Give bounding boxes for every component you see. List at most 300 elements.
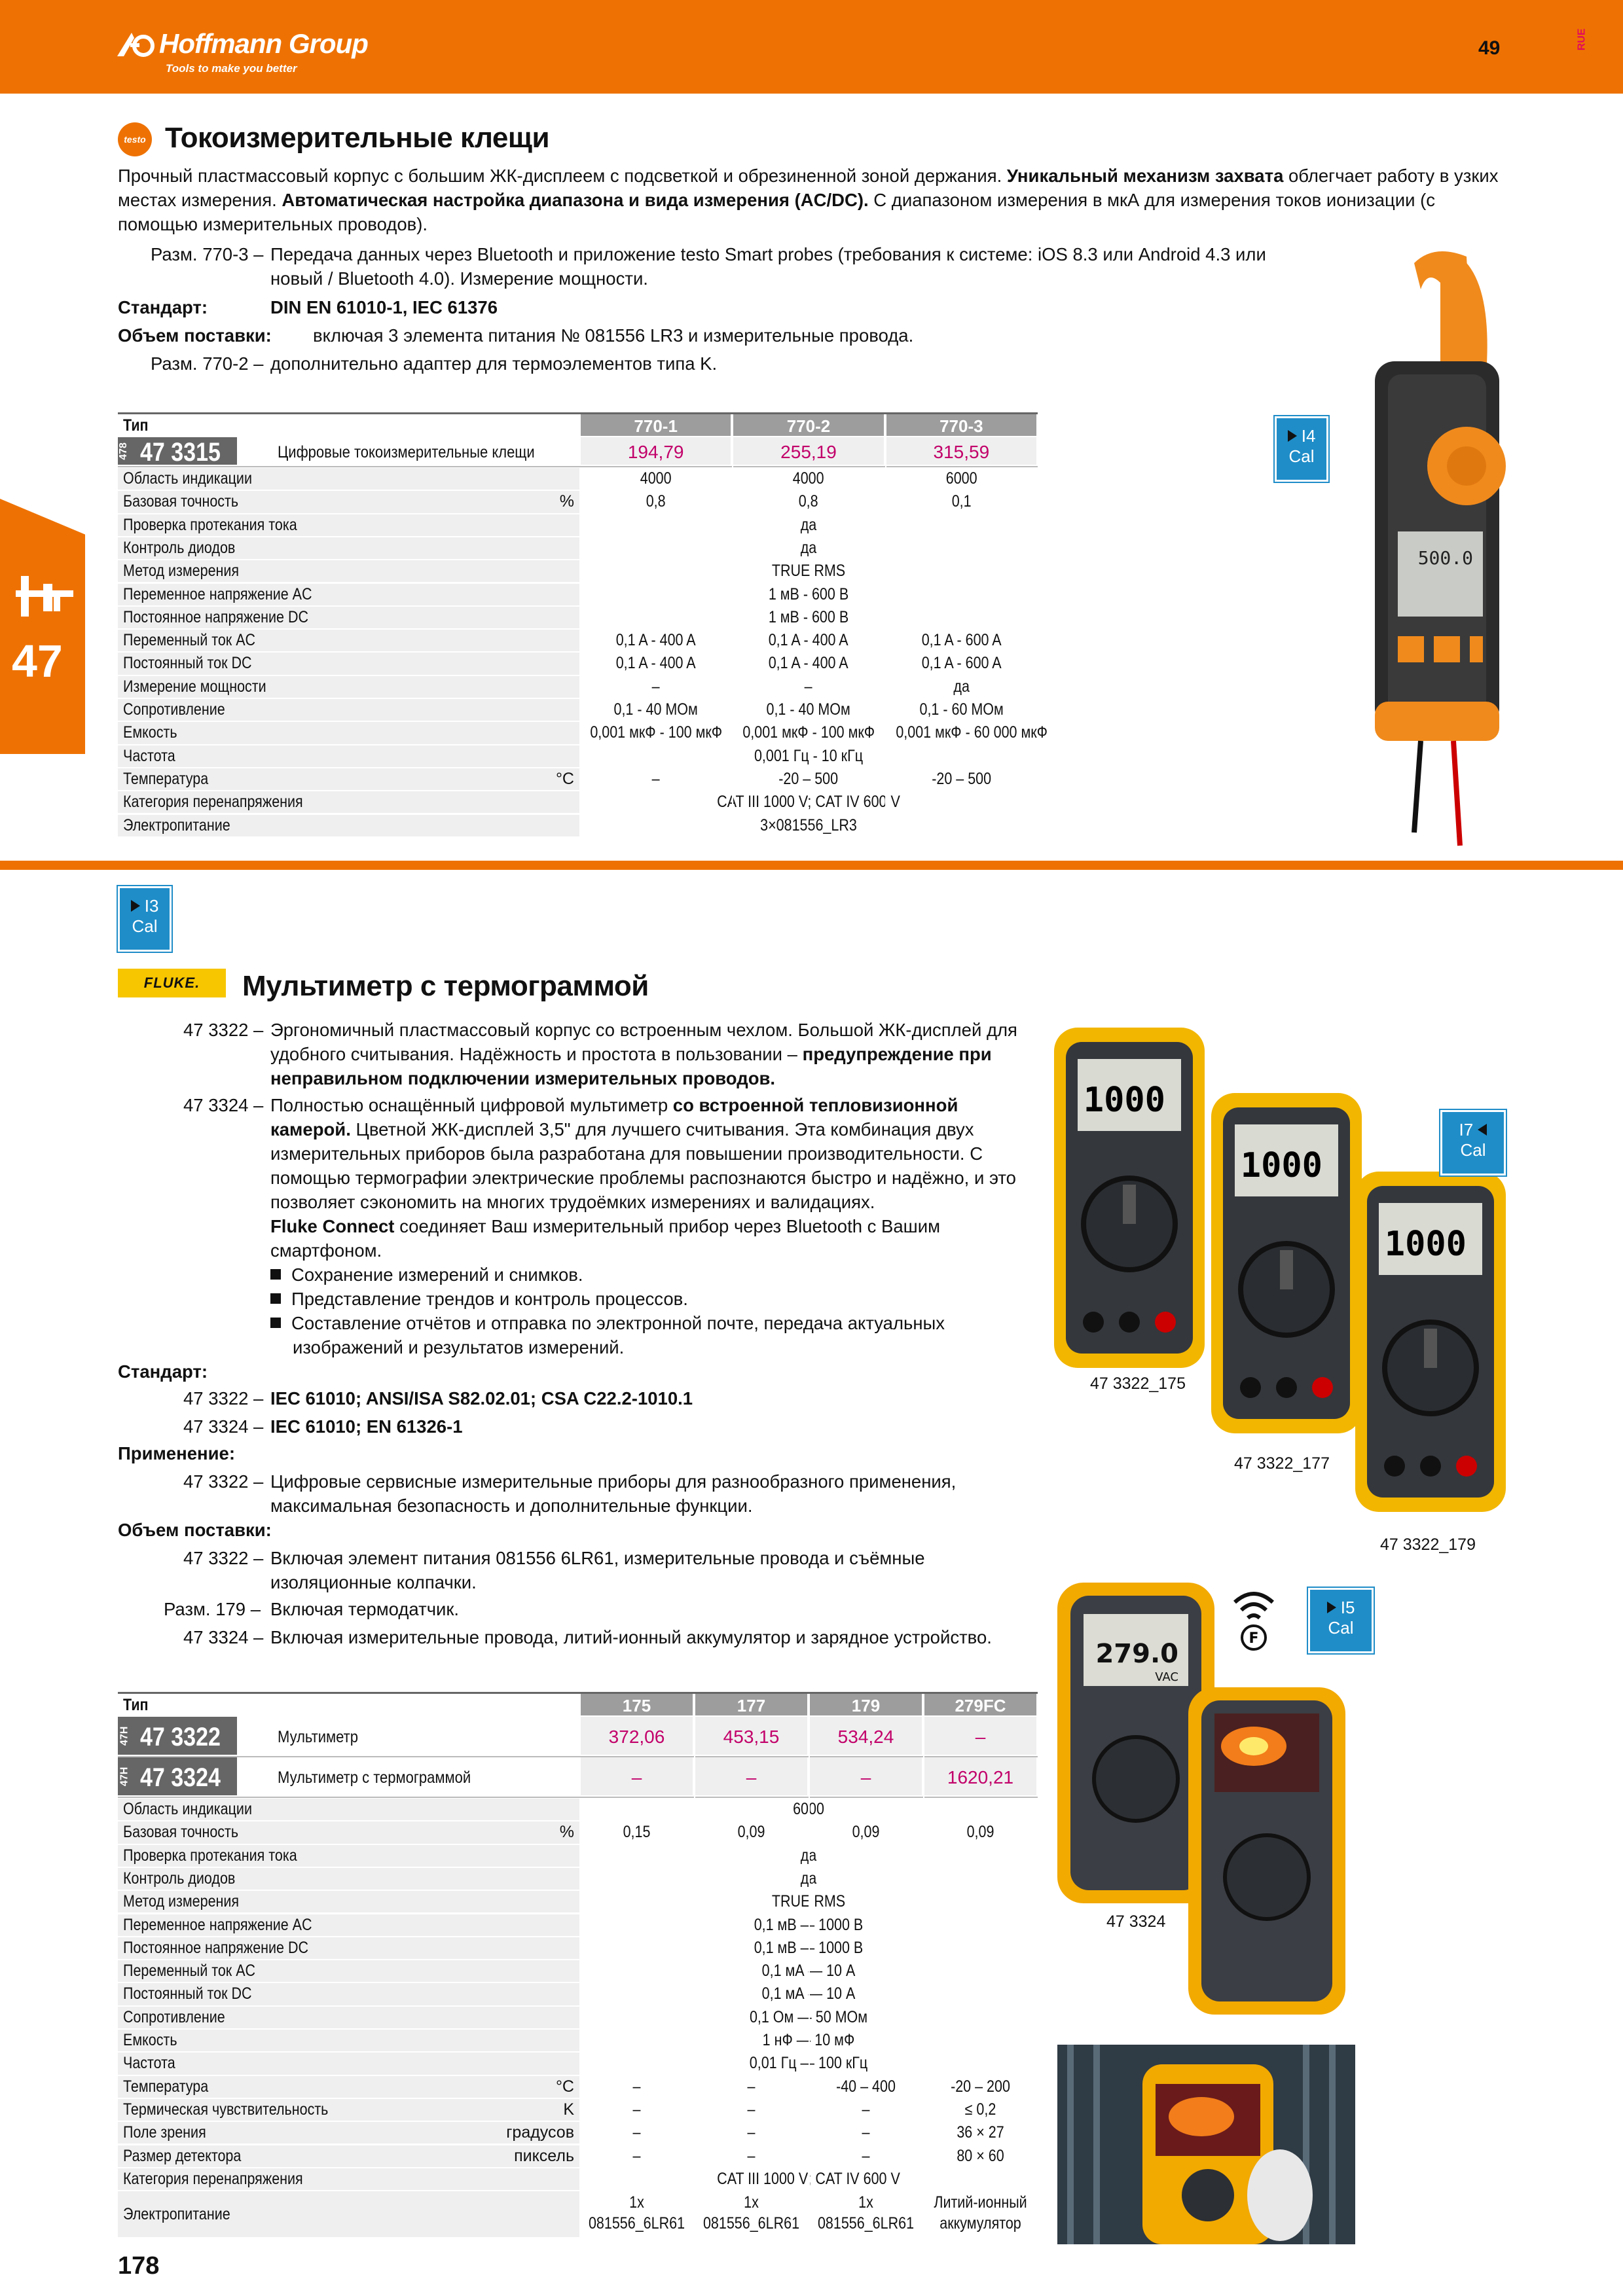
cell-value: 0,1 - 40 МОм <box>766 700 851 719</box>
article-number-box <box>118 1757 237 1795</box>
app-line: Цифровые сервисные измерительные приборы для разнообразного применения, <box>270 1471 957 1492</box>
text-run: соединяет Ваш измерительный прибор через Bluetooth с Вашим <box>394 1216 940 1236</box>
table-row <box>118 2098 1038 2121</box>
article-number: 47 3315 <box>140 438 221 467</box>
cell-value: -20 – 500 <box>931 769 991 788</box>
table-row <box>118 1844 1038 1867</box>
section-title-multimeter: Мультиметр с термограммой <box>242 970 649 1002</box>
price: – <box>631 1767 642 1787</box>
fluke-logo: FLUKE. <box>118 969 226 997</box>
chapter-tab <box>0 499 85 754</box>
row-label: Категория перенапряжения <box>123 2169 303 2188</box>
span-value: TRUE RMS <box>771 562 846 581</box>
text-run: Прочный пластмассовый корпус с большим ЖК-дисплеем с подсветкой и обрезиненной зоной держания. <box>118 166 1007 186</box>
table-row <box>118 1914 1038 1937</box>
scope1-line: изоляционные колпачки. <box>270 1572 477 1592</box>
cell-value: 0,001 мкФ - 100 мкФ <box>590 723 723 742</box>
bullet-square-icon <box>270 1318 281 1328</box>
text-run: Полностью оснащённый цифровой мультиметр <box>270 1095 673 1115</box>
row-unit: % <box>559 1823 574 1842</box>
column-header: 770-2 <box>733 414 883 436</box>
row-label: Поле зрения <box>123 2123 206 2142</box>
hoffmann-logo-icon <box>115 26 159 59</box>
testo-logo: testo <box>118 122 152 156</box>
text-run: Уникальный механизм захвата <box>1006 166 1284 186</box>
table-row <box>118 2006 1038 2029</box>
cell-value: – <box>862 2146 870 2165</box>
column-separator <box>732 437 733 837</box>
badge-label: Cal <box>1328 1618 1354 1638</box>
span-value: 6000 <box>793 1800 824 1818</box>
price: 194,79 <box>627 442 684 462</box>
span-value: да <box>800 538 817 557</box>
badge-label: Cal <box>1460 1140 1486 1160</box>
text-run: предупреждение при <box>802 1044 992 1064</box>
span-value: да <box>800 1846 817 1865</box>
row-label: Электропитание <box>123 816 230 834</box>
table-row <box>118 675 1038 698</box>
app-prefix: 47 3322 – <box>183 1471 264 1492</box>
meter-279-display: 279.0 <box>1095 1639 1178 1669</box>
badge-code: I5 <box>1340 1598 1355 1617</box>
language-code: RUE <box>1576 28 1588 51</box>
row-label: Термическая чувствительность <box>123 2100 329 2119</box>
std2-prefix: 47 3324 – <box>183 1416 264 1437</box>
cell-value: – <box>862 2123 870 2142</box>
table-row <box>118 698 1038 721</box>
bullet-square-icon <box>270 1293 281 1304</box>
caliper-icon <box>13 571 76 620</box>
table-row <box>118 537 1038 560</box>
power-value: аккумулятор <box>939 2214 1021 2233</box>
cell-value: – <box>747 2077 756 2096</box>
p2-line <box>270 1117 974 1141</box>
span-value: да <box>800 515 817 534</box>
span-value: 0,01 Гц — 100 кГц <box>749 2054 868 2073</box>
cell-value: – <box>862 2100 870 2119</box>
cal-badge-i7[interactable] <box>1440 1110 1506 1175</box>
article-prefix: 47H <box>119 1726 130 1746</box>
p2-line <box>270 1238 382 1263</box>
caption-175: 47 3322_175 <box>1090 1374 1186 1393</box>
row-unit: пиксель <box>514 2146 574 2165</box>
row-unit: K <box>563 2100 574 2119</box>
table-row <box>118 467 1038 490</box>
scope-label: Объем поставки: <box>118 1520 272 1540</box>
cal-badge-i3[interactable] <box>118 886 172 952</box>
clamp-meter-image <box>1362 243 1519 859</box>
standard-label: Стандарт: <box>118 1361 208 1382</box>
meter-display-value: 1000 <box>1240 1146 1322 1185</box>
row-label: Емкость <box>123 723 177 742</box>
svg-text:F: F <box>1249 1630 1259 1647</box>
row-unit: °C <box>555 2077 574 2096</box>
table-row <box>118 1982 1038 2005</box>
std2-value: IEC 61010; EN 61326-1 <box>270 1416 463 1437</box>
text-run: камерой. <box>270 1119 351 1139</box>
power-value: 1x <box>744 2193 759 2212</box>
cal-badge-i4[interactable] <box>1275 416 1328 482</box>
cell-value: 0,1 A - 400 A <box>615 631 696 650</box>
cell-value: -20 – 500 <box>778 769 839 788</box>
cell-value: – <box>632 2100 641 2119</box>
cell-value: 0,8 <box>646 492 666 511</box>
article-number-box <box>118 1717 237 1755</box>
article-number-box <box>118 437 237 465</box>
table-row <box>118 745 1038 768</box>
table-row <box>118 2029 1038 2052</box>
span-value: 0,1 Ом — 50 МОм <box>749 2007 868 2026</box>
caption-279fc: 47 3324 <box>1106 1912 1166 1931</box>
cell-value: 80 × 60 <box>957 2146 1004 2165</box>
application-label: Применение: <box>118 1443 235 1463</box>
article-name: Цифровые токоизмерительные клещи <box>278 443 535 461</box>
cell-value: – <box>805 677 812 696</box>
price: 453,15 <box>723 1727 780 1747</box>
cell-value: 0,1 A - 600 A <box>921 631 1002 650</box>
size-770-3-prefix: Разм. 770-3 – <box>151 244 264 264</box>
table-row <box>118 1890 1038 1913</box>
text-run: измерительных приборов была разработана для повышении производительности. С <box>270 1143 983 1164</box>
article-prefix: 47H <box>119 1767 130 1787</box>
text-run: позволяет сэкономить на многих трудоёмких измерениях и валидациях. <box>270 1192 875 1212</box>
bullet-square-icon <box>270 1269 281 1280</box>
row-unit: °C <box>555 769 574 788</box>
scope-label: Объем поставки: <box>118 325 272 346</box>
page-number-top: 49 <box>1478 37 1501 59</box>
span-value: 1 мВ - 600 В <box>768 584 849 603</box>
fluke-meter-1 <box>1211 1093 1362 1433</box>
scope2-prefix: Разм. 179 – <box>164 1599 261 1619</box>
cell-value: -20 – 200 <box>951 2077 1010 2096</box>
row-unit: % <box>559 492 574 511</box>
p2-line <box>270 1190 875 1214</box>
text-run: С диапазоном измерения в мкА для измерения токов ионизации (с помощью измерительных проводов). <box>118 190 1436 234</box>
p2-line <box>270 1141 983 1166</box>
clamp-display-value: 500.0 <box>1417 547 1473 569</box>
section-divider <box>0 861 1623 870</box>
text-run: Автоматическая настройка диапазона и вида измерения (AC/DC). <box>282 190 869 210</box>
row-label: Сопротивление <box>123 2007 225 2026</box>
article-number: 47 3322 <box>140 1723 221 1751</box>
standard-value: DIN EN 61010-1, IEC 61376 <box>270 297 498 317</box>
span-value: 0,1 мВ — 1000 В <box>754 1915 864 1934</box>
column-header: 770-1 <box>581 414 731 436</box>
column-header: 179 <box>810 1694 922 1715</box>
cell-value: ≤ 0,2 <box>964 2100 996 2119</box>
column-header: 770-3 <box>886 414 1036 436</box>
row-label: Контроль диодов <box>123 538 236 557</box>
std1-value: IEC 61010; ANSI/ISA S82.02.01; CSA C22.2-1010.1 <box>270 1388 693 1408</box>
cell-value: – <box>747 2123 756 2142</box>
row-label: Базовая точность <box>123 492 239 511</box>
cell-value: 0,09 <box>852 1823 880 1842</box>
badge-label: Cal <box>1288 446 1315 467</box>
row-label: Постоянное напряжение DC <box>123 1938 309 1957</box>
price: 255,19 <box>780 442 837 462</box>
text-run: со встроенной тепловизионной <box>672 1095 958 1115</box>
badge-label: Cal <box>132 916 158 937</box>
std1-prefix: 47 3322 – <box>183 1388 264 1408</box>
scope3-value: Включая измерительные провода, литий-ионный аккумулятор и зарядное устройство. <box>270 1627 992 1647</box>
cell-value: – <box>632 2123 641 2142</box>
chapter-number: 47 <box>12 636 63 687</box>
span-value: TRUE RMS <box>771 1892 846 1911</box>
scope1-line: Включая элемент питания 081556 6LR61, измерительные провода и съёмные <box>270 1548 925 1568</box>
span-value: 0,1 мА — 10 А <box>761 1962 856 1981</box>
table-row <box>118 606 1038 629</box>
row-label: Постоянное напряжение DC <box>123 607 309 626</box>
cell-value: – <box>632 2077 641 2096</box>
size-770-3-line1: Передача данных через Bluetooth и приложение testo Smart probes (требования к системе: iOS 8.3 или Android 4.3 или <box>270 244 1266 264</box>
span-value: CAT III 1000 V; CAT IV 600 V <box>717 793 900 812</box>
cell-value: – <box>747 2146 756 2165</box>
table-row <box>118 1937 1038 1960</box>
type-label: Тип <box>123 416 149 435</box>
table-header-row <box>118 1692 1038 1715</box>
row-label: Постоянный ток DC <box>123 1984 252 2003</box>
p2-prefix: 47 3324 – <box>183 1095 264 1115</box>
power-value: 1x <box>858 2193 873 2212</box>
p2-line <box>270 1214 940 1238</box>
table-row <box>118 2145 1038 2168</box>
cell-value: – <box>651 677 660 696</box>
cell-value: 0,8 <box>799 492 818 511</box>
cell-value: -40 – 400 <box>836 2077 896 2096</box>
span-value: 1 нФ — 10 мФ <box>762 2031 855 2049</box>
row-label: Область индикации <box>123 1800 252 1818</box>
power-value: Литий-ионный <box>934 2193 1027 2212</box>
table-row <box>118 791 1038 814</box>
cell-value: 0,1 - 60 МОм <box>919 700 1004 719</box>
cell-value: 0,1 A - 400 A <box>615 654 696 673</box>
text-run: облегчает работу в узких местах измерения. <box>118 166 1499 210</box>
column-header: 279FC <box>924 1694 1036 1715</box>
cell-value: 4000 <box>793 469 824 488</box>
row-label: Электропитание <box>123 2205 230 2224</box>
bullet-item <box>270 1311 945 1335</box>
span-value: 3×081556_LR3 <box>760 816 857 834</box>
power-value: 1x <box>629 2193 644 2212</box>
text-run: Эргономичный пластмассовый корпус со встроенным чехлом. Большой ЖК-дисплей для <box>270 1020 1017 1040</box>
table-row <box>118 652 1038 675</box>
cell-value: 0,09 <box>966 1823 994 1842</box>
scope-value: включая 3 элемента питания № 081556 LR3 и измерительные провода. <box>313 325 914 346</box>
row-label: Температура <box>123 2077 209 2096</box>
text-run: Цветной ЖК-дисплей 3,5" для лучшего считывания. Эта комбинация двух <box>350 1119 974 1139</box>
p1-line <box>270 1042 992 1066</box>
row-label: Переменный ток AC <box>123 631 256 650</box>
size-770-3-line2: новый / Bluetooth 4.0). Измерение мощности. <box>270 268 648 289</box>
meter-display-value: 1000 <box>1083 1081 1165 1120</box>
cell-value: 0,1 A - 400 A <box>769 631 848 650</box>
text-run: неправильном подключении измерительных проводов. <box>270 1068 776 1088</box>
scope3-prefix: 47 3324 – <box>183 1627 264 1647</box>
table-row <box>118 1821 1038 1844</box>
fluke-meter-0 <box>1054 1028 1205 1368</box>
table-row <box>118 814 1038 837</box>
row-label: Категория перенапряжения <box>123 793 303 812</box>
price: – <box>975 1727 986 1747</box>
article-prefix: 478 <box>117 442 129 460</box>
cell-value: 0,1 - 40 МОм <box>613 700 698 719</box>
table-row <box>118 768 1038 791</box>
badge-code: I7 <box>1459 1120 1474 1139</box>
row-label: Размер детектора <box>123 2146 242 2165</box>
scope2-value: Включая термодатчик. <box>270 1599 460 1619</box>
span-value: да <box>800 1869 817 1888</box>
row-label: Контроль диодов <box>123 1869 236 1888</box>
row-label: Метод измерения <box>123 1892 240 1911</box>
power-value: 081556_6LR61 <box>817 2214 915 2233</box>
cell-value: – <box>651 769 660 788</box>
price: – <box>860 1767 871 1787</box>
row-label: Метод измерения <box>123 562 240 581</box>
column-separator <box>809 1717 810 2238</box>
table-row <box>118 721 1048 744</box>
span-value: CAT III 1000 V; CAT IV 600 V <box>717 2169 900 2188</box>
triangle-right-icon <box>1288 430 1297 442</box>
span-value: 0,1 мВ — 1000 В <box>754 1938 864 1957</box>
standard-label: Стандарт: <box>118 297 208 317</box>
table-row <box>118 629 1038 652</box>
column-separator <box>923 1717 924 2238</box>
row-label: Измерение мощности <box>123 677 266 696</box>
badge-code: I4 <box>1301 426 1316 446</box>
cell-value: 36 × 27 <box>957 2123 1004 2142</box>
row-label: Сопротивление <box>123 700 225 719</box>
row-label: Переменное напряжение AC <box>123 584 312 603</box>
bullet-item <box>270 1287 688 1311</box>
size-770-2-prefix: Разм. 770-2 – <box>151 353 264 374</box>
meter-display-value: 1000 <box>1384 1225 1467 1264</box>
table-row <box>118 1960 1038 1982</box>
cell-value: 6000 <box>945 469 977 488</box>
caption-179: 47 3322_179 <box>1380 1535 1476 1554</box>
caption-177: 47 3322_177 <box>1234 1454 1330 1473</box>
table-row <box>118 1798 1038 1821</box>
section-title-clamp: Токоизмерительные клещи <box>165 122 550 154</box>
cell-value: 0,1 A - 400 A <box>769 654 848 673</box>
row-label: Частота <box>123 2054 175 2073</box>
bullet-text: Представление трендов и контроль процессов. <box>291 1289 688 1309</box>
table-row <box>118 2052 1038 2075</box>
span-value: 0,001 Гц - 10 кГц <box>754 746 864 765</box>
table-header-row <box>118 412 1038 436</box>
table-row <box>118 2121 1038 2144</box>
bullet-item <box>270 1263 583 1287</box>
table-row <box>118 490 1038 513</box>
badge-code: I3 <box>144 896 159 916</box>
table-row <box>118 2075 1038 2098</box>
cell-value: – <box>632 2146 641 2165</box>
cell-value: 0,001 мкФ - 100 мкФ <box>742 723 875 742</box>
size-770-2-text: дополнительно адаптер для термоэлементов типа K. <box>270 353 718 374</box>
table-row <box>118 2168 1038 2191</box>
brand-name: Hoffmann Group <box>159 28 368 59</box>
p1-line <box>270 1018 1017 1042</box>
power-value: 081556_6LR61 <box>588 2214 685 2233</box>
cell-value: 0,09 <box>737 1823 765 1842</box>
fluke-meter-2 <box>1355 1172 1506 1512</box>
p1-prefix: 47 3322 – <box>183 1020 264 1040</box>
column-header: 175 <box>581 1694 693 1715</box>
price: 1620,21 <box>947 1767 1014 1787</box>
price: 372,06 <box>608 1727 665 1747</box>
column-separator <box>694 1717 695 2238</box>
table-row <box>118 1867 1038 1890</box>
multimeter-spec-table <box>118 1692 1038 2242</box>
article-number: 47 3324 <box>140 1763 221 1792</box>
triangle-right-icon <box>131 900 140 912</box>
row-label: Базовая точность <box>123 1823 239 1842</box>
brand-tagline: Tools to make you better <box>166 62 297 75</box>
cell-value: 0,1 A - 600 A <box>921 654 1002 673</box>
row-label: Переменное напряжение AC <box>123 1915 312 1934</box>
clamp-spec-table <box>117 412 1048 846</box>
article-name: Мультиметр с термограммой <box>278 1768 471 1787</box>
bullet-continuation: изображений и результатов измерений. <box>293 1337 625 1357</box>
power-value: 081556_6LR61 <box>702 2214 800 2233</box>
text-run: помощью термографии электрические проблемы распознаются быстро и надёжно, и это <box>270 1168 1016 1188</box>
article-name: Мультиметр <box>278 1728 358 1746</box>
text-run: удобного считывания. Надёжность и простота в пользовании – <box>270 1044 803 1064</box>
column-separator <box>885 437 886 837</box>
row-unit: градусов <box>506 2123 574 2142</box>
cell-value: 0,001 мкФ - 60 000 мкФ <box>895 723 1048 742</box>
thermal-multimeter-images <box>1057 1583 1385 2015</box>
p2-line <box>270 1093 958 1117</box>
section1-intro <box>118 164 1506 236</box>
meter-279-unit: VAC <box>1155 1670 1178 1684</box>
table-row <box>118 514 1038 537</box>
text-run: смартфоном. <box>270 1240 382 1261</box>
bullet-text: Составление отчётов и отправка по электронной почте, передача актуальных <box>291 1313 945 1333</box>
type-label: Тип <box>123 1696 149 1714</box>
thermal-camera-in-use-photo <box>1057 2045 1355 2244</box>
scope1-prefix: 47 3322 – <box>183 1548 264 1568</box>
cell-value: 4000 <box>640 469 672 488</box>
row-label: Частота <box>123 746 175 765</box>
bullet-text: Сохранение измерений и снимков. <box>291 1265 583 1285</box>
price: 315,59 <box>933 442 990 462</box>
p1-line <box>270 1066 775 1090</box>
cell-value: 0,15 <box>623 1823 651 1842</box>
row-label: Температура <box>123 769 209 788</box>
cell-value: да <box>953 677 970 696</box>
price: – <box>746 1767 757 1787</box>
row-label: Проверка протекания тока <box>123 515 297 534</box>
span-value: 0,1 мА — 10 А <box>761 1984 856 2003</box>
row-label: Постоянный ток DC <box>123 654 252 673</box>
column-header: 177 <box>695 1694 807 1715</box>
row-label: Переменный ток AC <box>123 1962 256 1981</box>
text-run: Fluke Connect <box>270 1216 395 1236</box>
cell-value: – <box>747 2100 756 2119</box>
row-label: Проверка протекания тока <box>123 1846 297 1865</box>
price: 534,24 <box>837 1727 894 1747</box>
table-row <box>118 560 1038 583</box>
app-line: максимальная безопасность и дополнительные функции. <box>270 1496 753 1516</box>
table-row <box>118 583 1038 606</box>
page-number-bottom: 178 <box>118 2252 160 2280</box>
span-value: 1 мВ - 600 В <box>768 607 849 626</box>
row-label: Емкость <box>123 2031 177 2049</box>
triangle-left-icon <box>1478 1124 1487 1136</box>
row-label: Область индикации <box>123 469 252 488</box>
p2-line <box>270 1166 1016 1190</box>
cell-value: 0,1 <box>951 492 972 511</box>
